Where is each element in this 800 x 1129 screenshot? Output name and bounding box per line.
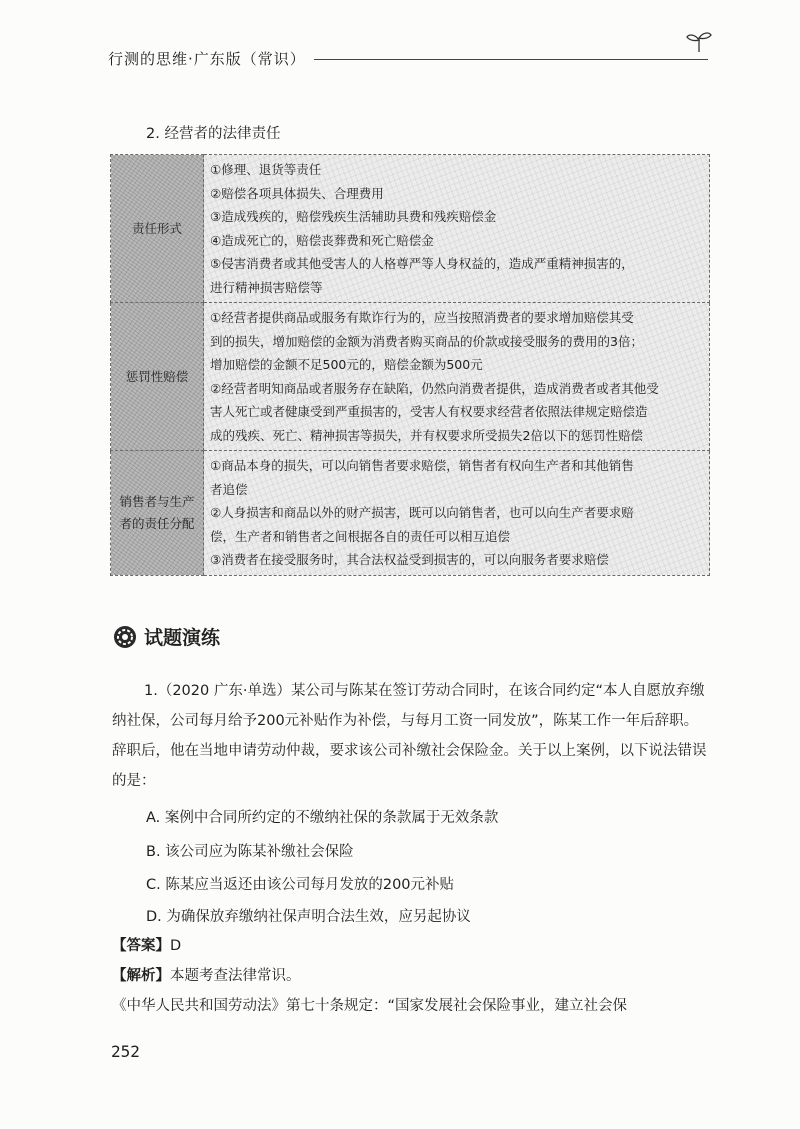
- option-b: B. 该公司应为陈某补缴社会保险: [146, 844, 354, 860]
- row-line: 成的残疾、死亡、精神损害等损失，并有权要求所受损失2倍以下的惩罚性赔偿: [210, 427, 643, 443]
- row-line: 者追偿: [210, 481, 248, 497]
- row-line: 增加赔偿的金额不足500元的，赔偿金额为500元: [210, 357, 483, 372]
- row-line: 进行精神损害赔偿等: [210, 279, 323, 295]
- row-line: ②赔偿各项具体损失、合理费用: [210, 185, 384, 201]
- liability-table: [110, 154, 710, 576]
- sprout-icon: [684, 26, 714, 56]
- row-line: 害人死亡或者健康受到严重损害的，受害人有权要求经营者依照法律规定赔偿造: [210, 404, 648, 419]
- header-title: 行测的思维·广东版（常识）: [108, 49, 306, 68]
- answer-line: [112, 934, 181, 955]
- table-row: [111, 155, 710, 303]
- law-citation: 《中华人民共和国劳动法》第七十条规定：“国家发展社会保险事业，建立社会保: [112, 998, 628, 1014]
- answer-value: D: [170, 938, 182, 954]
- option-c: C. 陈某应当返还由该公司每月发放的200元补贴: [146, 877, 455, 893]
- page-number: 252: [111, 1042, 140, 1061]
- row-line: ①商品本身的损失，可以向销售者要求赔偿，销售者有权向生产者和其他销售: [210, 458, 634, 473]
- row-line: ①经营者提供商品或服务有欺诈行为的，应当按照消费者的要求增加赔偿其受: [210, 310, 634, 325]
- row-content: [204, 155, 710, 303]
- table-row: [111, 451, 710, 576]
- option-d: D. 为确保放弃缴纳社保声明合法生效，应另起协议: [146, 909, 471, 925]
- section-title: 2. 经营者的法律责任: [146, 126, 281, 142]
- answer-label: 【答案】: [112, 938, 170, 954]
- row-content: [204, 451, 710, 576]
- table-row: [111, 303, 710, 451]
- row-line: ②人身损害和商品以外的财产损害，既可以向销售者，也可以向生产者要求赔: [210, 505, 634, 520]
- row-category: 销售者与生产者的责任分配: [111, 451, 204, 576]
- row-category: 惩罚性赔偿: [111, 303, 204, 451]
- row-line: 到的损失，增加赔偿的金额为消费者购买商品的价款或接受服务的费用的3倍；: [210, 333, 643, 349]
- practice-title: 试题演练: [144, 627, 221, 649]
- option-a: A. 案例中合同所约定的不缴纳社保的条款属于无效条款: [146, 810, 499, 826]
- row-line: ③造成残疾的，赔偿残疾生活辅助具费和残疾赔偿金: [210, 209, 497, 224]
- row-line: 偿，生产者和销售者之间根据各自的责任可以相互追偿: [210, 528, 511, 544]
- analysis-text: 本题考查法律常识。: [170, 968, 301, 984]
- row-content: [204, 303, 710, 451]
- row-line: ⑤侵害消费者或其他受害人的人格尊严等人身权益的，造成严重精神损害的，: [210, 256, 634, 271]
- practice-heading: [112, 623, 220, 650]
- question-text: 1.（2020 广东·单选）某公司与陈某在签订劳动合同时，在该合同约定“本人自愿放弃缴纳社保，公司每月给予200元补贴作为补偿，与每月工资一同发放”，陈某工作一年后辞职。辞职后，他在当地申请劳动仲裁，要求该公司补缴社会保险金。关于以上案例，以下说法错误的是：: [112, 683, 707, 789]
- row-line: ③消费者在接受服务时，其合法权益受到损害的，可以向服务者要求赔偿: [210, 552, 609, 567]
- analysis-label: 【解析】: [112, 968, 170, 984]
- row-category: 责任形式: [111, 155, 204, 303]
- row-line: ④造成死亡的，赔偿丧葬费和死亡赔偿金: [210, 232, 434, 248]
- running-header: [108, 48, 708, 68]
- row-line: ①修理、退货等责任: [210, 162, 322, 177]
- row-line: ②经营者明知商品或者服务存在缺陷，仍然向消费者提供，造成消费者或者其他受: [210, 380, 659, 396]
- analysis-line: [112, 964, 301, 985]
- header-rule: [314, 59, 708, 60]
- gear-icon: [112, 624, 138, 650]
